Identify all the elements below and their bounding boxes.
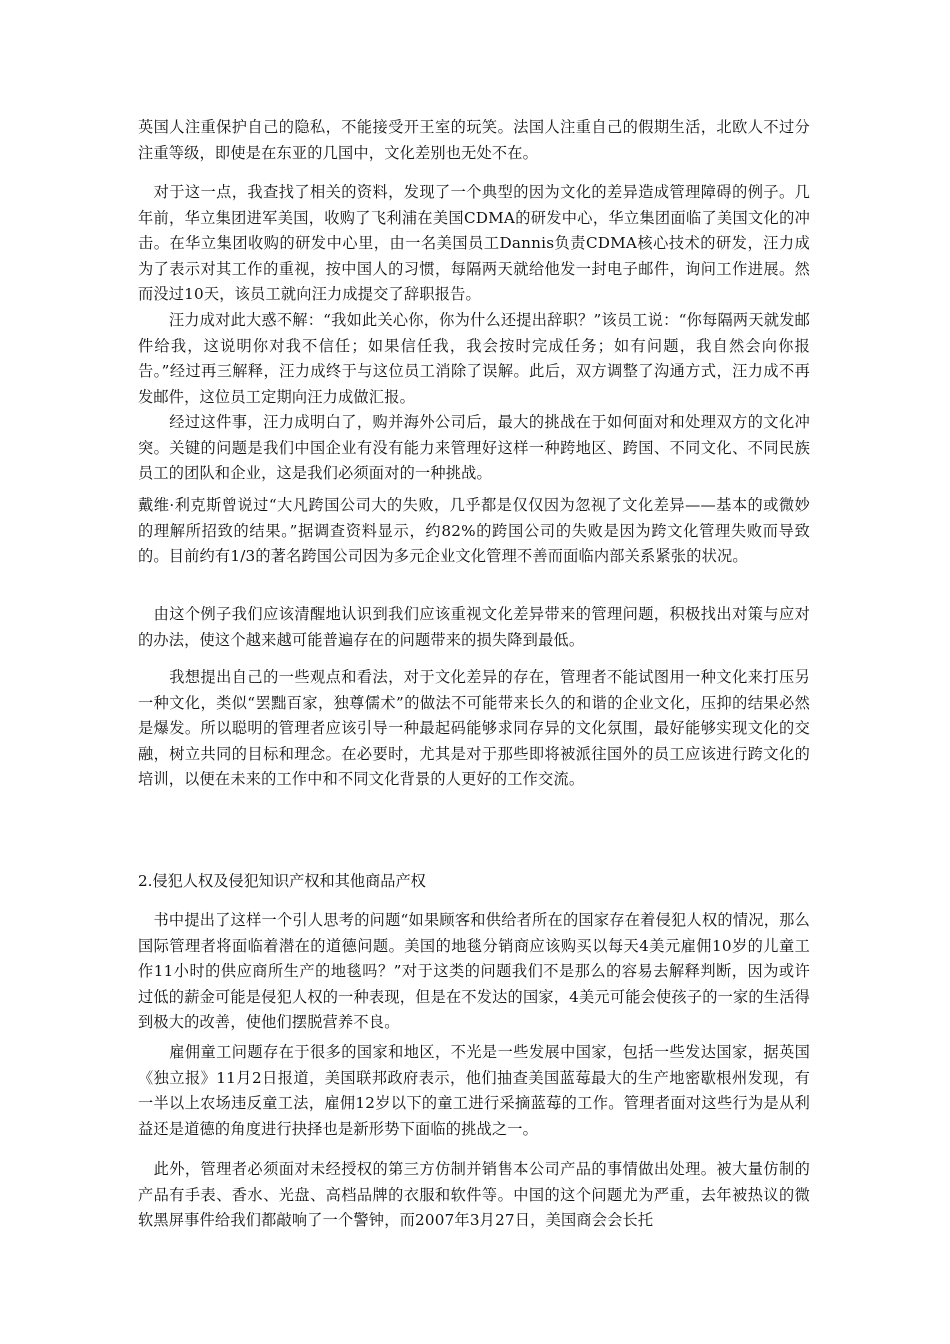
paragraph-human-rights: 书中提出了这样一个引人思考的问题“如果顾客和供给者所在的国家存在着侵犯人权的情况，那么国际管理者将面临着潜在的道德问题。美国的地毯分销商应该购买以每天4美元雇佣10岁的儿童工作11小时的供应商所生产的地毯吗？”对于这类的问题我们不是那么的容易去解释判断，因为或许过低的薪金可能是侵犯人权的一种表现，但是在不发达的国家，4美元可能会使孩子的一家的生活得到极大的改善，使他们摆脱营养不良。 bbox=[138, 911, 810, 1031]
paragraph-opinion: 我想提出自己的一些观点和看法，对于文化差异的存在，管理者不能试图用一种文化来打压另一种文化，类似“罢黜百家，独尊儒术”的做法不可能带来长久的和谐的企业文化，压抑的结果必然是爆发。所以聪明的管理者应该引导一种最起码能够求同存异的文化氛围，最好能够实现文化的交融，树立共同的目标和理念。在必要时，尤其是对于那些即将被派往国外的员工应该进行跨文化的培训，以便在未来的工作中和不同文化背景的人更好的工作交流。 bbox=[138, 668, 810, 788]
paragraph-lesson: 由这个例子我们应该清醒地认识到我们应该重视文化差异带来的管理问题，积极找出对策与应对的办法，使这个越来越可能普遍存在的问题带来的损失降到最低。 bbox=[138, 605, 810, 649]
paragraph-child-labor: 雇佣童工问题存在于很多的国家和地区，不光是一些发展中国家，包括一些发达国家，据英国《独立报》11月2日报道，美国联邦政府表示，他们抽查美国蓝莓最大的生产地密歇根州发现，有一半以上农场违反童工法，雇佣12岁以下的童工进行采摘蓝莓的工作。管理者面对这些行为是从利益还是道德的角度进行抉择也是新形势下面临的挑战之一。 bbox=[138, 1043, 810, 1138]
paragraph-cultural-conflict: 经过这件事，汪力成明白了，购并海外公司后，最大的挑战在于如何面对和处理双方的文化冲突。关键的问题是我们中国企业有没有能力来管理好这样一种跨地区、跨国、不同文化、不同民族员工的团队和企业，这是我们必须面对的一种挑战。 bbox=[138, 413, 810, 482]
paragraph-privacy-culture: 英国人注重保护自己的隐私，不能接受开王室的玩笑。法国人注重自己的假期生活，北欧人不过分注重等级，即使是在东亚的几国中，文化差别也无处不在。 bbox=[138, 118, 810, 162]
paragraph-wang-confusion: 汪力成对此大惑不解：“我如此关心你，你为什么还提出辞职？”该员工说：“你每隔两天就发邮件给我，这说明你对我不信任；如果信任我，我会按时完成任务；如有问题，我自然会向你报告。”经过再三解释，汪力成终于与这位员工消除了误解。此后，双方调整了沟通方式，汪力成不再发邮件，这位员工定期向汪力成做汇报。 bbox=[138, 311, 810, 406]
paragraph-ricks-quote: 戴维·利克斯曾说过“大凡跨国公司大的失败，几乎都是仅仅因为忽视了文化差异——基本的或微妙的理解所招致的结果。”据调查资料显示，约82%的跨国公司的失败是因为跨文化管理失败而导致的。目前约有1/3的著名跨国公司因为多元企业文化管理不善而面临内部关系紧张的状况。 bbox=[138, 496, 810, 565]
paragraph-huali-example: 对于这一点，我查找了相关的资料，发现了一个典型的因为文化的差异造成管理障碍的例子。几年前，华立集团进军美国，收购了飞利浦在美国CDMA的研发中心，华立集团面临了美国文化的冲击。在华立集团收购的研发中心里，由一名美国员工Dannis负责CDMA核心技术的研发，汪力成为了表示对其工作的重视，按中国人的习惯，每隔两天就给他发一封电子邮件，询问工作进展。然而没过10天，该员工就向汪力成提交了辞职报告。 bbox=[138, 183, 810, 303]
paragraph-counterfeit: 此外，管理者必须面对未经授权的第三方仿制并销售本公司产品的事情做出处理。被大量仿制的产品有手表、香水、光盘、高档品牌的衣服和软件等。中国的这个问题尤为严重，去年被热议的微软黑屏事件给我们都敲响了一个警钟，而2007年3月27日，美国商会会长托 bbox=[138, 1160, 810, 1229]
section-heading: 2.侵犯人权及侵犯知识产权和其他商品产权 bbox=[138, 872, 426, 890]
